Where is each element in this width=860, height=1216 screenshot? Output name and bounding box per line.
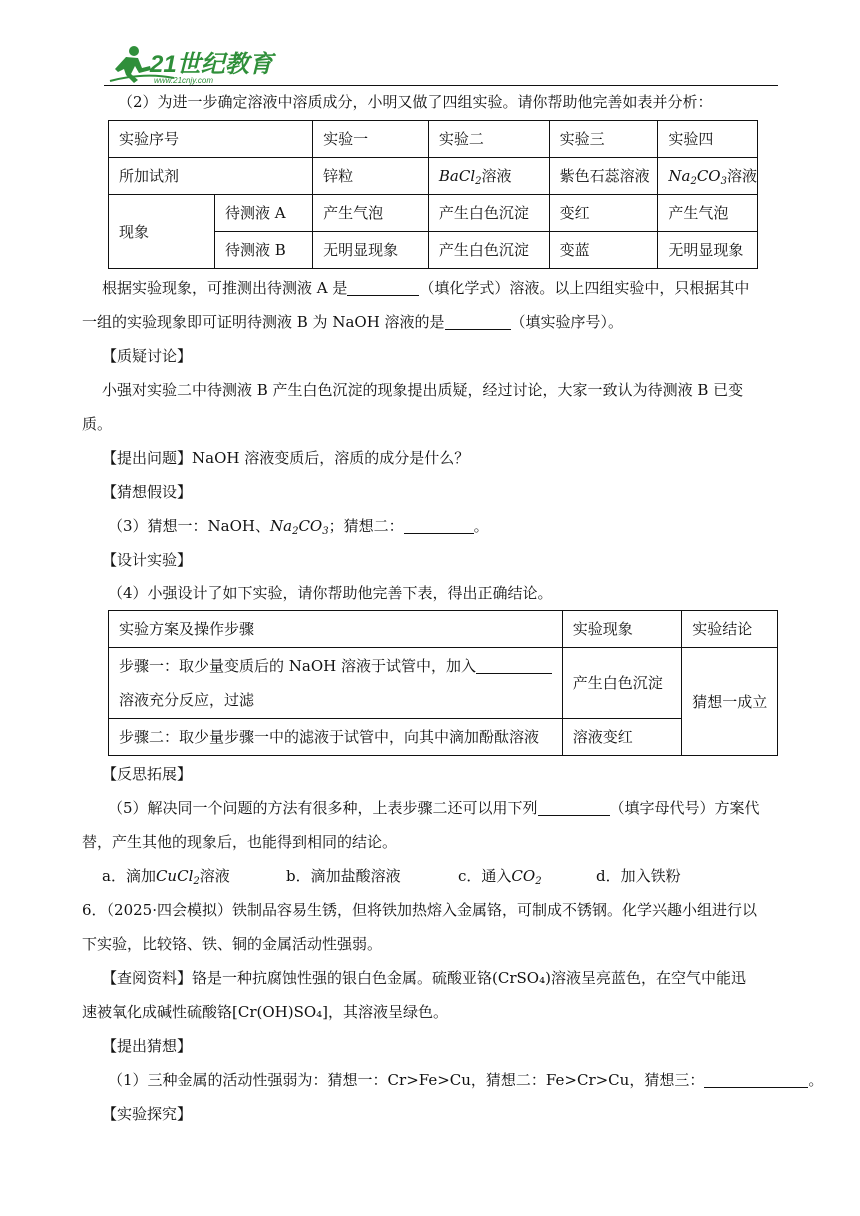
table-cell: 待测液 A xyxy=(214,195,312,232)
table-cell: 锌粒 xyxy=(313,158,429,195)
logo-url: www.21cnjy.com xyxy=(154,76,213,85)
table-row xyxy=(109,121,758,158)
reagent-suffix: 溶液 xyxy=(481,167,512,185)
question-line: 【提出问题】NaOH 溶液变质后，溶质的成分是什么？ xyxy=(102,449,470,467)
table-cell: 待测液 B xyxy=(214,232,312,269)
answer-blank[interactable] xyxy=(404,517,474,534)
section-heading: 【质疑讨论】 xyxy=(102,347,193,365)
option-b: b．滴加盐酸溶液 xyxy=(286,867,401,885)
guess-line xyxy=(108,1070,823,1090)
table-cell: $Na_2CO_3$溶液 xyxy=(658,158,758,195)
section-heading: 【实验探究】 xyxy=(102,1105,193,1123)
answer-blank[interactable] xyxy=(347,279,419,296)
option-c: c．通入$CO_2$ xyxy=(458,867,542,887)
info-line-1: 【查阅资料】铬是一种抗腐蚀性强的银白色金属。硫酸亚铬(CrSO₄)溶液呈亮蓝色，在空气中能迅 xyxy=(102,969,746,987)
table-cell: 猜想一成立 xyxy=(682,648,778,756)
answer-blank[interactable] xyxy=(476,657,552,674)
reagent-suffix: 溶液 xyxy=(726,167,757,185)
table-cell: 实验三 xyxy=(549,121,658,158)
table-row xyxy=(109,648,778,719)
table-row xyxy=(109,611,778,648)
table-cell: 步骤二：取少量步骤一中的滤液于试管中，向其中滴加酚酞溶液 xyxy=(109,719,563,756)
text-run: （5）解决同一个问题的方法有很多种，上表步骤二还可以用下列 xyxy=(108,799,538,817)
answer-blank[interactable] xyxy=(538,799,610,816)
table-cell xyxy=(109,648,563,719)
discuss-line-2: 质。 xyxy=(82,415,113,433)
table-cell: 实验一 xyxy=(313,121,429,158)
hypothesis-line: （3）猜想一：NaOH、$Na_2CO_3$；猜想二： 。 xyxy=(108,517,489,537)
experiment-table-1 xyxy=(108,120,758,269)
text-run: （填字母代号）方案代 xyxy=(609,799,760,817)
experiment-table-2 xyxy=(108,610,778,756)
text-run: c．通入 xyxy=(458,867,512,885)
table-cell: 变蓝 xyxy=(549,232,658,269)
q2-intro: （2）为进一步确定溶液中溶质成分，小明又做了四组实验。请你帮助他完善如表并分析： xyxy=(118,93,713,111)
table-cell: BaCl$_2$溶液 xyxy=(428,158,549,195)
table-row xyxy=(109,719,778,756)
table-cell: 实验方案及操作步骤 xyxy=(109,611,563,648)
text-run: 溶液充分反应，过滤 xyxy=(119,691,255,709)
text-run: 溶液 xyxy=(199,867,230,885)
info-line-2: 速被氧化成碱性硫酸铬[Cr(OH)SO₄]，其溶液呈绿色。 xyxy=(82,1003,449,1021)
section-heading: 【提出猜想】 xyxy=(102,1037,193,1055)
table-cell: 产生气泡 xyxy=(313,195,429,232)
table-cell: 实验现象 xyxy=(562,611,682,648)
table-cell: 无明显现象 xyxy=(313,232,429,269)
table-cell: 产生白色沉淀 xyxy=(428,195,549,232)
option-a: a．滴加CuCl$_2$溶液 xyxy=(102,867,230,887)
answer-blank[interactable] xyxy=(445,313,511,330)
header-rule xyxy=(104,85,778,86)
text-run: 根据实验现象，可推测出待测液 A 是 xyxy=(102,279,348,297)
table-cell: 实验二 xyxy=(428,121,549,158)
section-heading: 【猜想假设】 xyxy=(102,483,193,501)
q5-line-1 xyxy=(108,798,760,818)
table-row xyxy=(109,195,758,232)
table-cell: 实验结论 xyxy=(682,611,778,648)
analysis-line-2 xyxy=(82,312,623,332)
q4-intro: （4）小强设计了如下实验，请你帮助他完善下表，得出正确结论。 xyxy=(108,584,553,602)
text-run: （1）三种金属的活动性强弱为：猜想一：Cr>Fe>Cu，猜想二：Fe>Cr>Cu，猜想三： xyxy=(108,1071,705,1089)
text-run: 。 xyxy=(473,517,489,535)
section-heading: 【反思拓展】 xyxy=(102,765,193,783)
table-cell: 产生白色沉淀 xyxy=(428,232,549,269)
option-d: d．加入铁粉 xyxy=(596,867,681,885)
logo-text: 21世纪教育 xyxy=(150,51,273,78)
table-cell: 溶液变红 xyxy=(562,719,682,756)
table-cell: 变红 xyxy=(549,195,658,232)
table-cell: 实验序号 xyxy=(109,121,313,158)
q6-line-1: 6．（2025·四会模拟）铁制品容易生锈，但将铁加热熔入金属铬，可制成不锈钢。化学兴趣小组进行以 xyxy=(82,901,757,919)
table-cell: 产生气泡 xyxy=(658,195,758,232)
table-row xyxy=(109,158,758,195)
text-run: 。 xyxy=(808,1071,824,1089)
table-cell: 实验四 xyxy=(658,121,758,158)
text-run: （3）猜想一：NaOH、 xyxy=(108,517,270,535)
table-cell: 现象 xyxy=(109,195,215,269)
text-run: a．滴加 xyxy=(102,867,156,885)
text-run: （填实验序号）。 xyxy=(510,313,624,331)
table-cell: 无明显现象 xyxy=(658,232,758,269)
logo-21cnjy xyxy=(104,42,304,86)
q5-line-2: 替，产生其他的现象后，也能得到相同的结论。 xyxy=(82,833,398,851)
section-heading: 【设计实验】 xyxy=(102,551,193,569)
table-cell: 所加试剂 xyxy=(109,158,313,195)
analysis-line-1 xyxy=(102,278,749,298)
text-run: ；猜想二： xyxy=(328,517,404,535)
discuss-line-1: 小强对实验二中待测液 B 产生白色沉淀的现象提出质疑，经过讨论，大家一致认为待测液 B 已变 xyxy=(102,381,744,399)
table-cell: 紫色石蕊溶液 xyxy=(549,158,658,195)
text-run: （填化学式）溶液。以上四组实验中，只根据其中 xyxy=(419,279,750,297)
q6-line-2: 下实验，比较铬、铁、铜的金属活动性强弱。 xyxy=(82,935,383,953)
answer-blank[interactable] xyxy=(704,1071,808,1088)
text-run: 一组的实验现象即可证明待测液 B 为 NaOH 溶液的是 xyxy=(82,313,445,331)
text-run: 步骤一：取少量变质后的 NaOH 溶液于试管中，加入 xyxy=(119,657,476,675)
table-cell: 产生白色沉淀 xyxy=(562,648,682,719)
